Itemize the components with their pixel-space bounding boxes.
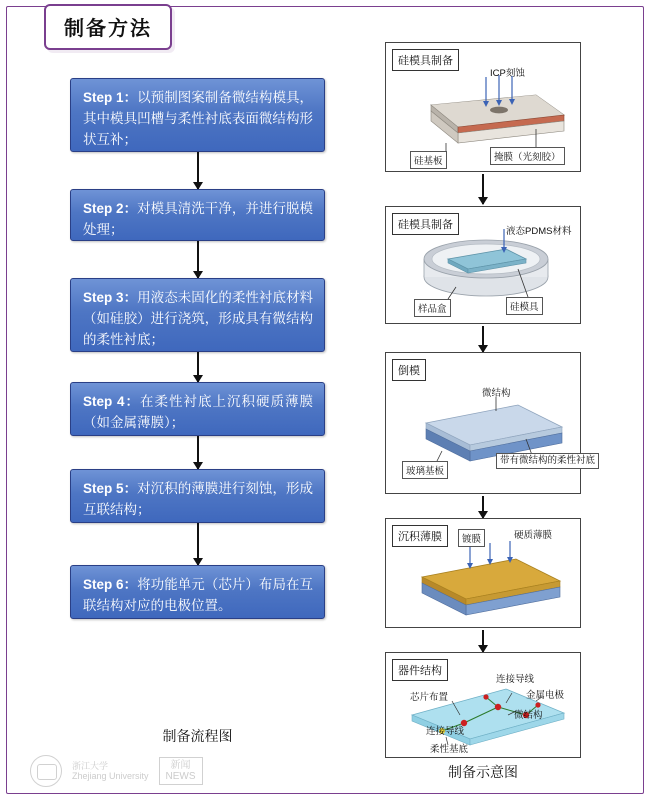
flow-arrow-1 [197,152,199,189]
flow-step-5-text: 对沉积的薄膜进行刻蚀，形成互联结构； [83,481,314,517]
schematic-2-label-dish: 样品盒 [414,299,451,317]
flow-arrow-2 [197,241,199,278]
flow-step-6 [70,565,325,619]
schematic-5-label-wire-top: 连接导线 [496,674,535,685]
schematic-arrow-2 [482,326,484,352]
schematic-5-label-flexible-base: 柔性基底 [430,744,469,755]
flow-arrow-3 [197,352,199,382]
schematic-panel-5 [385,652,581,758]
page-title: 制备方法 [44,4,172,50]
flow-chart [70,78,325,619]
schematic-panel-4 [385,518,581,628]
schematic-1-label-substrate: 硅基板 [410,151,447,169]
flow-step-1-text: 以预制图案制备微结构模具，其中模具凹槽与柔性衬底表面微结构形状互补； [83,90,314,147]
flow-chart-caption: 制备流程图 [162,728,233,744]
university-name: 浙江大学 Zhejiang University [72,760,149,781]
schematic-1-label-mask: 掩膜（光刻胶） [490,147,565,165]
schematic-5-label-chip-layout: 芯片布置 [410,692,449,703]
schematic-caption: 制备示意图 [448,764,518,780]
flow-step-5 [70,469,325,523]
schematic-4-label-hard-film: 硬质薄膜 [514,530,553,541]
flow-arrow-5 [197,523,199,565]
schematic-5-figure [386,653,580,757]
schematic-panel-3 [385,352,596,494]
flow-step-4 [70,382,325,436]
schematic-4-label-coating: 镀膜 [458,529,485,547]
flow-step-1-label: Step 1： [83,90,138,105]
schematic-5-tag: 器件结构 [392,659,448,681]
schematic-3-label-microstructure: 微结构 [482,388,511,399]
flow-step-5-label: Step 5： [83,481,138,496]
flow-step-3-text: 用液态未固化的柔性衬底材料（如硅胶）进行浇筑，形成具有微结构的柔性衬底； [83,290,314,347]
schematic-3-label-glass: 玻璃基板 [402,461,448,479]
schematic-5-label-microstructure: 微结构 [514,710,543,721]
schematic-panel-2 [385,206,581,324]
schematic-2-tag: 硅模具制备 [392,213,459,235]
university-seal-icon [30,755,62,787]
flow-step-3 [70,278,325,352]
flow-step-4-text: 在柔性衬底上沉积硬质薄膜（如金属薄膜）； [83,394,314,430]
schematic-arrow-4 [482,630,484,652]
flow-step-2-label: Step 2： [83,201,138,216]
schematic-arrow-3 [482,496,484,518]
flow-step-6-label: Step 6： [83,577,138,592]
flow-step-2-text: 对模具清洗干净，并进行脱模处理； [83,201,314,237]
flow-step-3-label: Step 3： [83,290,138,305]
schematic-3-label-flexible-substrate: 带有微结构的柔性衬底 [496,453,599,469]
flow-step-6-text: 将功能单元（芯片）布局在互联结构对应的电极位置。 [83,577,314,613]
flow-step-4-label: Step 4： [83,394,141,409]
schematic-arrow-1 [482,174,484,204]
flow-arrow-4 [197,436,199,469]
schematic-5-label-metal-electrode: 金属电极 [526,690,565,701]
news-logo: 新闻 NEWS [159,757,203,785]
schematic-3-tag: 倒模 [392,359,426,381]
schematic-1-label-icp: ICP刻蚀 [490,68,525,79]
schematic-2-label-pdms: 液态PDMS材料 [506,226,572,237]
schematic-4-tag: 沉积薄膜 [392,525,448,547]
schematic-1-tag: 硅模具制备 [392,49,459,71]
flow-step-1 [70,78,325,152]
schematic-panel-1 [385,42,581,172]
flow-step-2 [70,189,325,241]
schematic-5-label-wire-bottom: 连接导线 [426,726,465,737]
schematic-2-label-mold: 硅模具 [506,297,543,315]
footer-logos [30,755,203,787]
